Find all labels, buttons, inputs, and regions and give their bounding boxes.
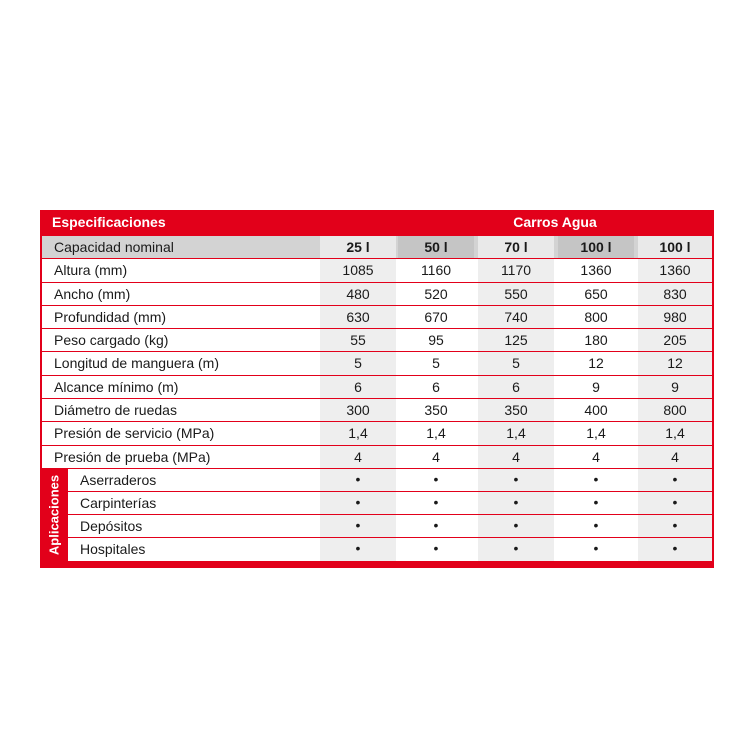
row-value: 12 xyxy=(588,355,604,372)
table-row xyxy=(42,329,712,352)
row-value: • xyxy=(320,492,396,514)
row-value: 630 xyxy=(320,306,396,328)
row-value: 400 xyxy=(584,402,608,419)
row-value: 1085 xyxy=(320,259,396,281)
row-label: Longitud de manguera (m) xyxy=(54,355,219,372)
row-value: 12 xyxy=(638,352,712,374)
row-label: Peso cargado (kg) xyxy=(54,332,169,349)
table-row xyxy=(68,515,712,538)
table-row xyxy=(68,469,712,492)
row-value: 1,4 xyxy=(586,425,606,442)
row-value: 205 xyxy=(638,329,712,351)
row-value: 1360 xyxy=(580,262,612,279)
row-value: 4 xyxy=(432,448,440,465)
table-row xyxy=(42,422,712,445)
row-value: 550 xyxy=(478,283,554,305)
spec-grid xyxy=(42,236,712,561)
row-value: 1170 xyxy=(478,259,554,281)
row-label: Depósitos xyxy=(80,517,143,534)
row-value: • xyxy=(433,516,439,533)
row-value: 520 xyxy=(424,285,448,302)
table-row xyxy=(68,538,712,561)
row-label: Profundidad (mm) xyxy=(54,308,167,325)
row-value: • xyxy=(320,538,396,561)
row-value: • xyxy=(320,469,396,491)
row-value: • xyxy=(433,539,439,556)
row-value: 5 xyxy=(432,355,440,372)
row-value: 800 xyxy=(638,399,712,421)
row-value: • xyxy=(433,470,439,487)
capacity-label: Capacidad nominal xyxy=(54,239,174,255)
row-value: 5 xyxy=(478,352,554,374)
applications-side-label xyxy=(40,469,68,561)
row-value: • xyxy=(320,515,396,537)
table-header-bar xyxy=(40,210,714,236)
row-value: 740 xyxy=(478,306,554,328)
row-label: Altura (mm) xyxy=(54,262,128,279)
row-value: • xyxy=(593,470,599,487)
row-value: 55 xyxy=(320,329,396,351)
row-value: 350 xyxy=(424,402,448,419)
row-value: 350 xyxy=(478,399,554,421)
row-value: 5 xyxy=(320,352,396,374)
row-value: 980 xyxy=(638,306,712,328)
row-value: • xyxy=(638,469,712,491)
row-value: 480 xyxy=(320,283,396,305)
row-value: • xyxy=(478,538,554,561)
row-value: 300 xyxy=(320,399,396,421)
table-row xyxy=(42,446,712,469)
row-value: 650 xyxy=(584,285,608,302)
row-value: • xyxy=(593,539,599,556)
table-row xyxy=(42,306,712,329)
row-label: Ancho (mm) xyxy=(54,285,131,302)
capacity-value: 70 l xyxy=(478,236,554,258)
table-row xyxy=(42,259,712,282)
row-value: • xyxy=(638,538,712,561)
row-value: 6 xyxy=(478,376,554,398)
row-value: • xyxy=(638,515,712,537)
row-label: Presión de prueba (MPa) xyxy=(54,448,211,465)
row-value: • xyxy=(433,493,439,510)
row-label: Carpinterías xyxy=(80,494,157,511)
table-row xyxy=(42,352,712,375)
row-label: Presión de servicio (MPa) xyxy=(54,425,215,442)
row-value: 180 xyxy=(584,332,608,349)
row-value: • xyxy=(478,469,554,491)
table-row xyxy=(42,283,712,306)
row-value: 800 xyxy=(584,308,608,325)
row-label: Hospitales xyxy=(80,540,146,557)
row-value: 4 xyxy=(638,446,712,468)
row-value: 1,4 xyxy=(478,422,554,444)
row-value: 1160 xyxy=(420,262,452,279)
row-value: 1,4 xyxy=(320,422,396,444)
capacity-value: 100 l xyxy=(558,236,634,258)
row-value: 6 xyxy=(432,378,440,395)
applications-title: Aplicaciones xyxy=(46,474,62,556)
row-value: 9 xyxy=(638,376,712,398)
row-value: 125 xyxy=(478,329,554,351)
capacity-value: 100 l xyxy=(638,236,712,258)
capacity-row xyxy=(42,236,712,259)
table-row xyxy=(42,399,712,422)
row-value: 4 xyxy=(478,446,554,468)
table-row xyxy=(68,492,712,515)
row-value: 1360 xyxy=(638,259,712,281)
row-value: • xyxy=(593,493,599,510)
table-row xyxy=(42,376,712,399)
row-value: 1,4 xyxy=(638,422,712,444)
row-label: Alcance mínimo (m) xyxy=(54,378,179,395)
row-value: 670 xyxy=(424,308,448,325)
row-value: 6 xyxy=(320,376,396,398)
row-value: 4 xyxy=(320,446,396,468)
spec-rows xyxy=(42,259,712,469)
specifications-table xyxy=(40,210,714,568)
row-value: 4 xyxy=(592,448,600,465)
applications-section xyxy=(42,469,712,561)
row-value: • xyxy=(478,515,554,537)
row-value: 830 xyxy=(638,283,712,305)
row-value: • xyxy=(593,516,599,533)
row-value: 1,4 xyxy=(426,425,446,442)
row-value: • xyxy=(478,492,554,514)
row-label: Aserraderos xyxy=(80,471,157,488)
product-group-heading: Carros Agua xyxy=(513,214,597,230)
capacity-value: 25 l xyxy=(320,236,396,258)
row-value: 95 xyxy=(428,332,444,349)
capacity-value: 50 l xyxy=(398,236,474,258)
application-rows xyxy=(42,469,712,561)
row-value: 9 xyxy=(592,378,600,395)
specifications-heading: Especificaciones xyxy=(52,214,166,230)
row-value: • xyxy=(638,492,712,514)
row-label: Diámetro de ruedas xyxy=(54,402,177,419)
